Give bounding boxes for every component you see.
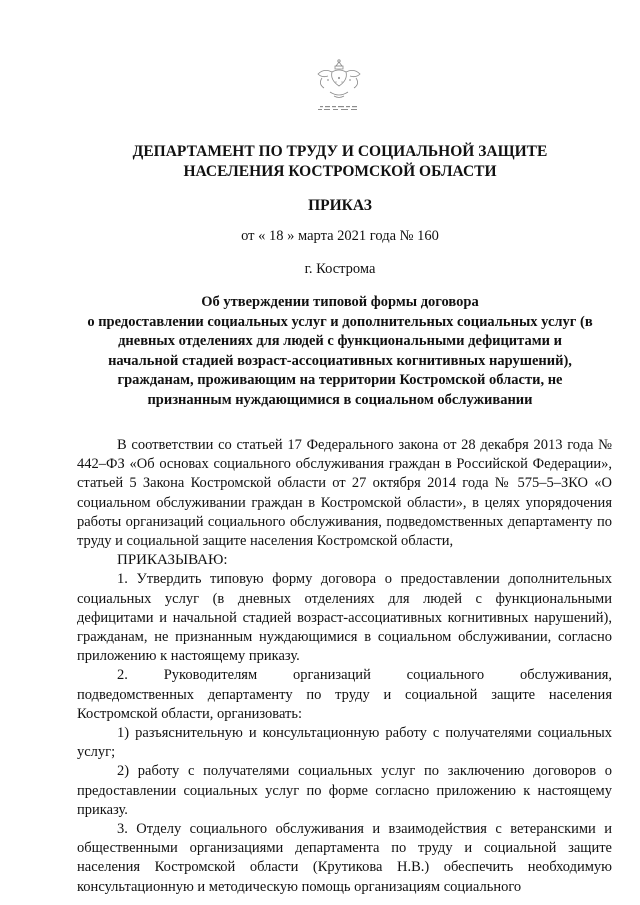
document-type-title: ПРИКАЗ (308, 197, 372, 214)
subject-line: дневных отделениях для людей с функциональными дефицитами и (118, 333, 562, 349)
subject-line: начальной стадией возраст-ассоциативных когнитивных нарушений), (108, 352, 572, 369)
department-heading-line2: НАСЕЛЕНИЯ КОСТРОМСКОЙ ОБЛАСТИ (183, 163, 497, 180)
order-item-2: 2. Руководителям организаций социального обслуживания, подведомственных департаменту по труду и социальной защите населения Костромской области, организовать: (77, 667, 616, 722)
subject-line: гражданам, проживающим на территории Костромской области, не (117, 372, 563, 388)
coat-of-arms-emblem (308, 56, 370, 122)
department-heading-line1: ДЕПАРТАМЕНТ ПО ТРУДУ И СОЦИАЛЬНОЙ ЗАЩИТЕ (132, 143, 548, 160)
subject-line: признанным нуждающимися в социальном обслуживании (147, 391, 533, 408)
order-item-2-subitem-2: 2) работу с получателями социальных услуг по заключению договоров о предоставлении социальных услуг по форме согласно приложению к настоящему приказу. (77, 763, 612, 818)
order-directive-word: ПРИКАЗЫВАЮ: (117, 552, 228, 569)
subject-line: о предоставлении социальных услуг и дополнительных социальных услуг (в (87, 313, 593, 330)
order-date-number: от « 18 » марта 2021 года № 160 (241, 228, 439, 244)
order-item-3: 3. Отделу социального обслуживания и взаимодействия с ветеранскими и общественными организациями департамента по труду и социальной защите населения Костромской области (Крутикова Н.В.) обеспечить необходимую консультационную и методическую помощь организациям социального (77, 821, 612, 895)
department-heading (60, 142, 620, 182)
order-item-1: 1. Утвердить типовую форму договора о предоставлении дополнительных социальных услуг (в дневных отделениях для людей с функциональными дефицитами и начальной стадией возраст-ассоциативных когнитивных нарушений), гражданам, не признанным нуждающимися в социальном обслуживании, согласно приложению к настоящему приказу. (77, 571, 612, 665)
preamble-paragraph: В соответствии со статьей 17 Федерального закона от 28 декабря 2013 года № 442–ФЗ «Об основах социального обслуживания граждан в Российской Федерации», статьей 5 Закона Костромской области от 27 октября 2014 года № 575–5–ЗКО «О социальном обслуживании граждан в Костромской области», в целях упорядочения работы организаций социального обслуживания, подведомственных департаменту по труду и социальной защите населения Костромской области, (77, 437, 612, 550)
subject-line: Об утверждении типовой формы договора (201, 294, 479, 310)
order-subject-title (70, 293, 610, 410)
order-city: г. Кострома (304, 261, 376, 277)
order-item-2-subitem-1: 1) разъяснительную и консультационную работу с получателями социальных услуг; (77, 725, 612, 761)
order-body-text (77, 436, 616, 897)
